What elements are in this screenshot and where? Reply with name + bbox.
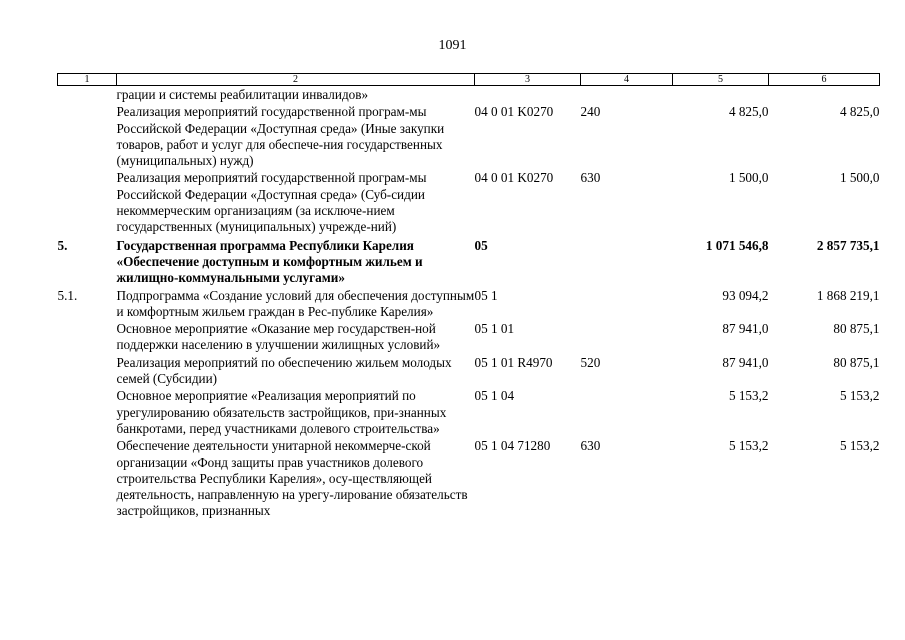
column-header-2: 2 [117, 74, 475, 86]
row-expense-type: 520 [580, 354, 601, 370]
row-number [58, 387, 117, 437]
column-header-3: 3 [475, 74, 581, 86]
row-number [58, 103, 117, 169]
row-amount-5: 93 094,2 [722, 287, 769, 303]
row-amount-6: 4 825,0 [839, 104, 880, 120]
table-row [58, 236, 880, 287]
row-expense-type [581, 86, 673, 104]
row-expense-type [581, 287, 673, 321]
row-target-code: 05 1 04 71280 [474, 438, 551, 454]
column-header-row [58, 74, 880, 86]
table-row [58, 354, 880, 388]
row-target-code: 04 0 01 K0270 [474, 104, 554, 120]
row-amount-5 [673, 86, 769, 104]
row-amount-6 [769, 86, 880, 104]
row-amount-6: 5 153,2 [839, 438, 880, 454]
row-target-code: 05 1 04 [474, 388, 515, 404]
row-target-code: 05 1 01 R4970 [474, 354, 553, 370]
row-number: 5.1. [57, 287, 78, 303]
budget-table [57, 73, 880, 520]
row-amount-6: 5 153,2 [839, 388, 880, 404]
row-amount-5: 87 941,0 [722, 354, 769, 370]
row-expense-type [581, 320, 673, 354]
row-name: Основное мероприятие «Реализация мероприятий по урегулированию обязательств застройщиков, при-знанных банкротами, перед участниками долевого строительства» [116, 388, 447, 436]
row-amount-6: 2 857 735,1 [816, 237, 880, 253]
row-number [58, 437, 117, 519]
row-target-code: 05 1 [474, 287, 498, 303]
row-amount-5: 5 153,2 [728, 438, 769, 454]
row-target-code [475, 86, 581, 104]
row-target-code: 05 [474, 237, 488, 253]
row-amount-6: 1 500,0 [839, 170, 880, 186]
table-row [58, 320, 880, 354]
row-amount-5: 1 071 546,8 [705, 237, 769, 253]
row-target-code: 05 1 01 [474, 321, 515, 337]
row-expense-type [581, 236, 673, 287]
row-expense-type: 630 [580, 170, 601, 186]
table-row [58, 103, 880, 169]
row-name: Подпрограмма «Создание условий для обеспечения доступным и комфортным жильем граждан в Рес-публике Карелия» [116, 287, 475, 319]
row-name: Государственная программа Республики Карелия «Обеспечение доступным и комфортным жильем и жилищно-коммунальными услугами» [116, 237, 423, 286]
row-amount-6: 80 875,1 [833, 321, 880, 337]
row-target-code: 04 0 01 K0270 [474, 170, 554, 186]
column-header-6: 6 [769, 74, 880, 86]
column-header-4: 4 [581, 74, 673, 86]
row-expense-type: 630 [580, 438, 601, 454]
row-name: Реализация мероприятий государственной програм-мы Российской Федерации «Доступная среда» (Иные закупки товаров, работ и услуг для обеспече-ния государственных (муниципальных) нужд) [116, 104, 445, 169]
column-header-1: 1 [58, 74, 117, 86]
row-number [58, 86, 117, 104]
row-name: Основное мероприятие «Оказание мер государствен-ной поддержки населению в улучшении жилищных условий» [116, 321, 441, 353]
table-row [58, 86, 880, 104]
row-amount-6: 80 875,1 [833, 354, 880, 370]
table-row [58, 287, 880, 321]
row-name: Реализация мероприятий по обеспечению жильем молодых семей (Субсидии) [116, 354, 452, 387]
row-amount-5: 1 500,0 [728, 170, 769, 186]
row-name: грации и системы реабилитации инвалидов» [116, 87, 369, 102]
row-expense-type [581, 387, 673, 437]
column-header-5: 5 [673, 74, 769, 86]
row-number [58, 354, 117, 388]
row-amount-5: 87 941,0 [722, 321, 769, 337]
row-name: Реализация мероприятий государственной програм-мы Российской Федерации «Доступная среда» (Суб-сидии некоммерческим организациям (за исключе-нием государственных (муниципальных) учрежде-ний) [116, 170, 427, 235]
table-row [58, 169, 880, 235]
table-row [58, 437, 880, 519]
page-number: 1091 [438, 38, 467, 53]
table-row [58, 387, 880, 437]
row-amount-5: 5 153,2 [728, 388, 769, 404]
row-expense-type: 240 [580, 104, 601, 120]
row-amount-5: 4 825,0 [728, 104, 769, 120]
row-number: 5. [57, 237, 68, 253]
row-number [58, 169, 117, 235]
row-number [58, 320, 117, 354]
row-amount-6: 1 868 219,1 [816, 287, 880, 303]
row-name: Обеспечение деятельности унитарной некоммерче-ской организации «Фонд защиты прав участников долевого строительства Республики Карелия», осу-ществляющей деятельность, направленную на урегу-лирование обязательств застройщиков, признанных [116, 438, 468, 519]
